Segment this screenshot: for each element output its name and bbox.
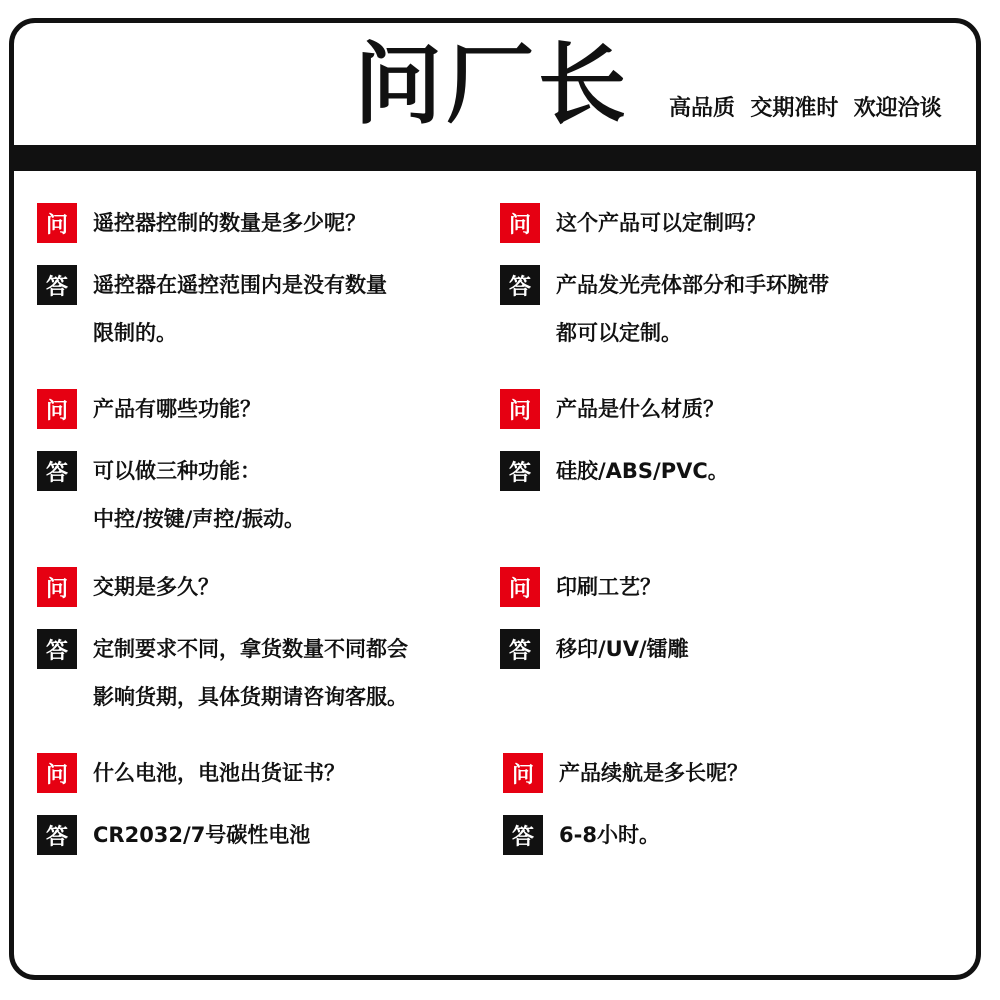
question-badge: 问 — [37, 203, 77, 243]
question-badge: 问 — [500, 389, 540, 429]
page-subtitle: 高品质 交期准时 欢迎洽谈 — [669, 96, 942, 121]
answer-badge: 答 — [37, 629, 77, 669]
answer-badge: 答 — [500, 629, 540, 669]
question-badge: 问 — [500, 203, 540, 243]
answer-text: CR2032/7号碳性电池 — [93, 823, 311, 847]
answer-badge: 答 — [503, 815, 543, 855]
answer-text: 定制要求不同，拿货数量不同都会 影响货期，具体货期请咨询客服。 — [93, 637, 408, 709]
question-badge: 问 — [37, 753, 77, 793]
question-badge: 问 — [37, 389, 77, 429]
answer-text: 硅胶/ABS/PVC。 — [556, 459, 729, 483]
answer-text: 遥控器在遥控范围内是没有数量 限制的。 — [93, 273, 387, 345]
answer-badge: 答 — [500, 265, 540, 305]
question-text: 印刷工艺？ — [556, 575, 661, 599]
answer-badge: 答 — [37, 265, 77, 305]
answer-badge: 答 — [37, 451, 77, 491]
question-text: 交期是多久？ — [93, 575, 219, 599]
question-text: 遥控器控制的数量是多少呢？ — [93, 211, 366, 235]
answer-text: 可以做三种功能： 中控/按键/声控/振动。 — [93, 459, 306, 531]
header-divider-bar — [14, 145, 976, 171]
question-text: 这个产品可以定制吗？ — [556, 211, 766, 235]
question-text: 产品有哪些功能？ — [93, 397, 261, 421]
answer-badge: 答 — [37, 815, 77, 855]
question-text: 什么电池，电池出货证书？ — [93, 761, 345, 785]
answer-text: 产品发光壳体部分和手环腕带 都可以定制。 — [556, 273, 829, 345]
answer-badge: 答 — [500, 451, 540, 491]
page-title: 问厂长 — [354, 33, 631, 136]
question-text: 产品是什么材质？ — [556, 397, 724, 421]
answer-text: 6-8小时。 — [559, 823, 660, 847]
question-badge: 问 — [37, 567, 77, 607]
question-badge: 问 — [503, 753, 543, 793]
question-badge: 问 — [500, 567, 540, 607]
answer-text: 移印/UV/镭雕 — [556, 637, 689, 661]
question-text: 产品续航是多长呢？ — [559, 761, 748, 785]
